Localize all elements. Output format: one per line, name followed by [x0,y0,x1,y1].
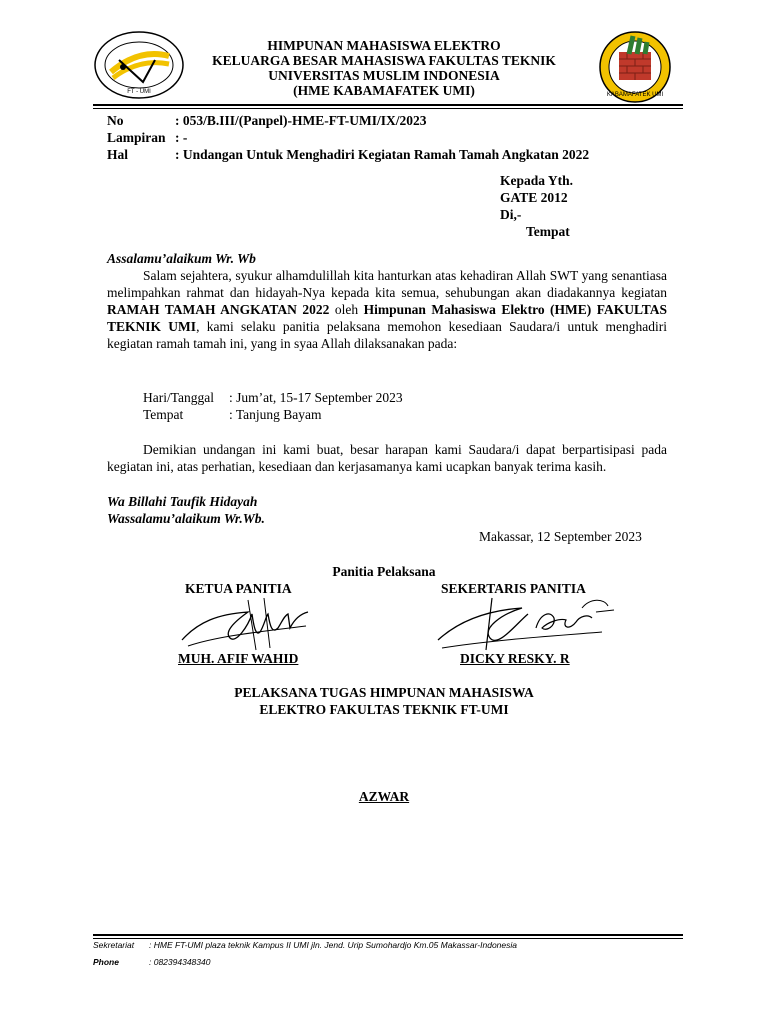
body-paragraph-2: Demikian undangan ini kami buat, besar harapan kami Saudara/i dapat berpartisipasi pada kegiatan ini, atas perhatian, kesediaan dan kerjasamanya kami ucapkan banyak terima kasih. [107,442,667,474]
footer-rule-thin [93,938,683,939]
greeting: Assalamu’alaikum Wr. Wb [107,251,256,266]
svg-text:FT - UMI: FT - UMI [127,89,151,95]
place-date: Makassar, 12 September 2023 [479,529,642,544]
attachment: Lampiran : - [107,130,188,145]
chair-signature [178,592,318,654]
recipient-line2: GATE 2012 [500,190,568,205]
chair-title: KETUA PANITIA [185,581,292,596]
event-place: Tempat : Tanjung Bayam [143,407,322,422]
body-paragraph-1: Salam sejahtera, syukur alhamdulillah kita hanturkan atas kehadiran Allah SWT yang senantiasa melimpahkan rahmat dan hidayah-Nya kepada kita semua, sehubungan akan diadakannya kegiatan RAMAH TAMAH ANGKATAN 2022 oleh Himpunan Mahasiswa Elektro (HME) FAKULTAS TEKNIK UMI, kami selaku panitia pelaksana memohon kesediaan Saudara/i untuk menghadiri kegiatan ramah tamah ini, yang in syaa Allah dilaksanakan pada: [107,268,668,351]
svg-text:KABAMAFATEK UMI: KABAMAFATEK UMI [606,92,664,98]
recipient-line1: Kepada Yth. [500,173,574,188]
committee-label: Panitia Pelaksana [332,564,436,579]
executor-name: AZWAR [358,789,410,804]
org-abbrev: (HME KABAMAFATEK UMI) [293,83,475,98]
closing-1: Wa Billahi Taufik Hidayah [107,494,258,509]
org-name: HIMPUNAN MAHASISWA ELEKTRO [267,38,501,53]
footer-secretariat: Sekretariat : HME FT-UMI plaza teknik Kampus II UMI jln. Jend. Urip Sumohardjo Km.05 Makassar-Indonesia [93,940,518,950]
recipient-line4: Tempat [526,224,570,239]
footer-phone: Phone : 082394348340 [93,957,211,967]
secretary-name: DICKY RESKY. R [460,651,570,666]
executor-title-1: PELAKSANA TUGAS HIMPUNAN MAHASISWA [234,685,534,700]
recipient-line3: Di,- [500,207,522,222]
event-date: Hari/Tanggal : Jum’at, 15-17 September 2023 [143,390,403,405]
header-rule-thin [93,108,683,109]
subject: Hal : Undangan Untuk Menghadiri Kegiatan Ramah Tamah Angkatan 2022 [107,147,590,162]
executor-title-2: ELEKTRO FAKULTAS TEKNIK FT-UMI [259,702,509,717]
chair-name: MUH. AFIF WAHID [178,651,299,666]
header-rule [93,104,683,106]
letter-number: No : 053/B.III/(Panpel)-HME-FT-UMI/IX/2023 [107,113,427,128]
closing-2: Wassalamu’alaikum Wr.Wb. [107,511,265,526]
org-university: UNIVERSITAS MUSLIM INDONESIA [268,68,500,83]
footer-rule [93,934,683,936]
secretary-title: SEKERTARIS PANITIA [441,581,586,596]
org-family: KELUARGA BESAR MAHASISWA FAKULTAS TEKNIK [212,53,556,68]
